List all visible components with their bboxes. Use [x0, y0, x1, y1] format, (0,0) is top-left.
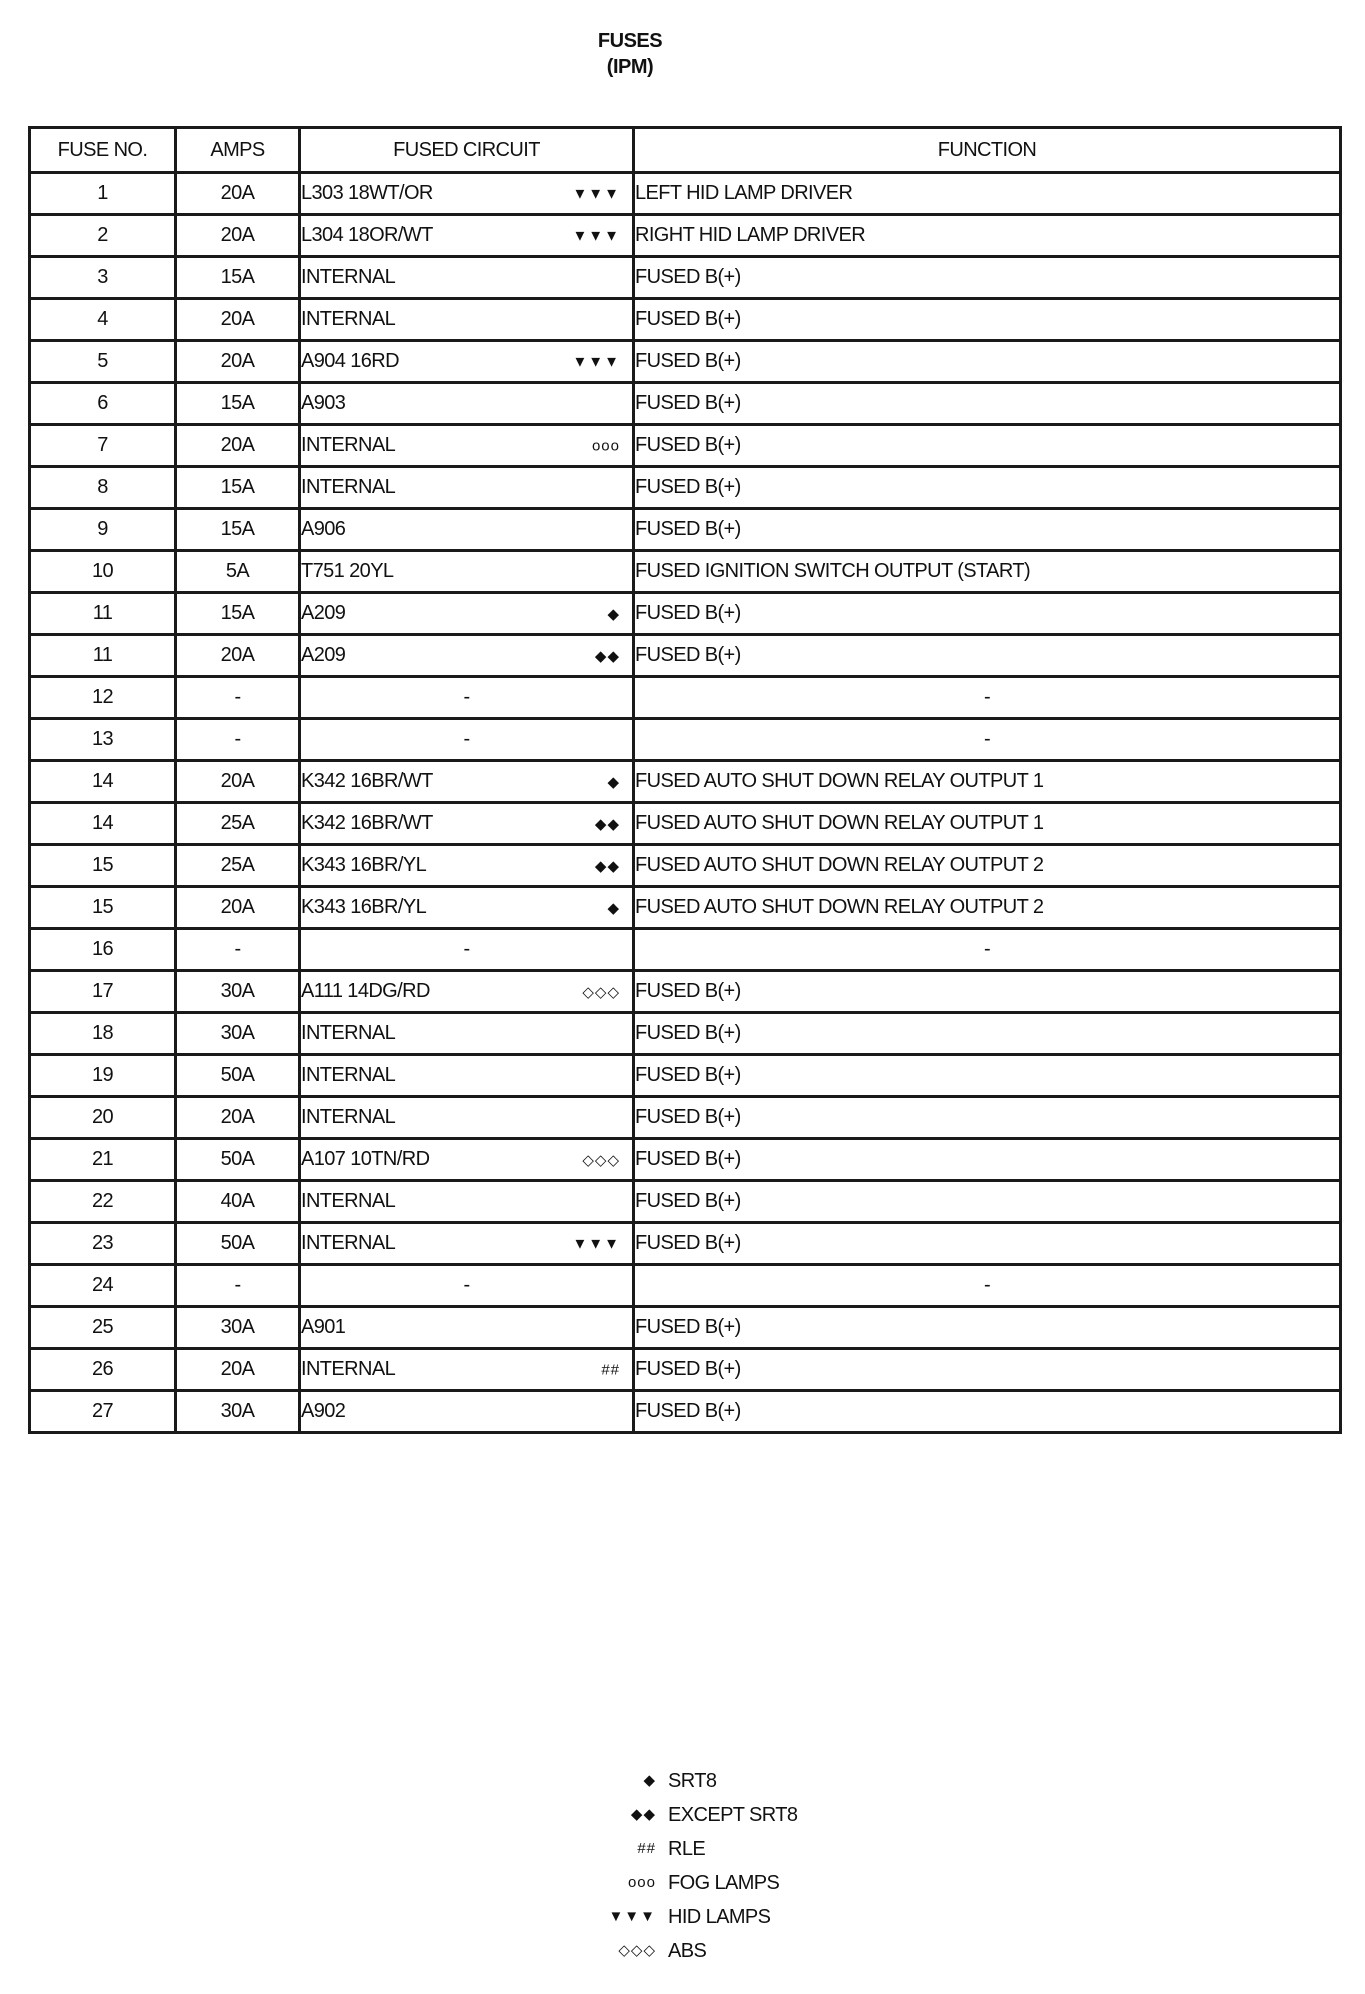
circuit-wire-label: - [463, 1274, 470, 1296]
amps-cell: 30A [176, 1391, 300, 1433]
circuit-wire-label: INTERNAL [301, 476, 396, 498]
fuse-number-cell: 1 [30, 173, 176, 215]
table-row [30, 383, 1341, 425]
function-cell: FUSED B(+) [634, 1181, 1341, 1223]
function-cell: FUSED B(+) [634, 593, 1341, 635]
amps-cell: 25A [176, 803, 300, 845]
amps-cell: 20A [176, 425, 300, 467]
table-row [30, 257, 1341, 299]
fuse-number-cell: 5 [30, 341, 176, 383]
function-cell: FUSED B(+) [634, 425, 1341, 467]
header-fused-circuit: FUSED CIRCUIT [300, 128, 634, 173]
amps-cell: 50A [176, 1139, 300, 1181]
fused-circuit-cell [300, 635, 634, 677]
function-cell: FUSED B(+) [634, 1055, 1341, 1097]
table-row [30, 1265, 1341, 1307]
function-cell: FUSED B(+) [634, 509, 1341, 551]
amps-cell: - [176, 719, 300, 761]
amps-cell: 20A [176, 1349, 300, 1391]
fuse-number-cell: 12 [30, 677, 176, 719]
fused-circuit-cell [300, 593, 634, 635]
fused-circuit-cell [300, 677, 634, 719]
fused-circuit-cell [300, 1265, 634, 1307]
circuit-wire-label: K342 16BR/WT [301, 770, 433, 792]
function-cell: - [634, 1265, 1341, 1307]
symbol-legend [596, 1764, 797, 1968]
circuit-wire-label: INTERNAL [301, 1022, 396, 1044]
circuit-wire-label: INTERNAL [301, 434, 396, 456]
fused-circuit-cell [300, 551, 634, 593]
function-cell: LEFT HID LAMP DRIVER [634, 173, 1341, 215]
fuse-number-cell: 26 [30, 1349, 176, 1391]
legend-symbol-icon: ## [637, 1840, 656, 1857]
fuse-number-cell: 21 [30, 1139, 176, 1181]
legend-symbol-icon: ▼▼▼ [608, 1908, 656, 1925]
circuit-wire-label: A209 [301, 644, 346, 666]
table-row [30, 1013, 1341, 1055]
variant-symbol-icon: ## [601, 1361, 620, 1378]
circuit-wire-label: INTERNAL [301, 266, 396, 288]
amps-cell: 20A [176, 887, 300, 929]
header-fuse-no: FUSE NO. [30, 128, 176, 173]
table-row [30, 929, 1341, 971]
function-cell: - [634, 719, 1341, 761]
legend-item [596, 1866, 797, 1900]
function-cell: FUSED B(+) [634, 467, 1341, 509]
fused-circuit-cell [300, 929, 634, 971]
legend-symbol-icon: ◇◇◇ [618, 1942, 656, 1959]
fuse-number-cell: 7 [30, 425, 176, 467]
table-row [30, 1139, 1341, 1181]
fused-circuit-cell [300, 845, 634, 887]
table-row [30, 1181, 1341, 1223]
function-cell: FUSED B(+) [634, 341, 1341, 383]
function-cell: FUSED AUTO SHUT DOWN RELAY OUTPUT 1 [634, 803, 1341, 845]
fused-circuit-cell [300, 1013, 634, 1055]
legend-label: SRT8 [668, 1770, 717, 1792]
table-row [30, 719, 1341, 761]
fused-circuit-cell [300, 467, 634, 509]
table-row [30, 1097, 1341, 1139]
fuse-number-cell: 9 [30, 509, 176, 551]
fuse-number-cell: 18 [30, 1013, 176, 1055]
amps-cell: 20A [176, 1097, 300, 1139]
fuse-number-cell: 15 [30, 845, 176, 887]
fuse-number-cell: 11 [30, 635, 176, 677]
function-cell: FUSED B(+) [634, 1139, 1341, 1181]
amps-cell: 20A [176, 761, 300, 803]
circuit-wire-label: A107 10TN/RD [301, 1148, 430, 1170]
function-cell: RIGHT HID LAMP DRIVER [634, 215, 1341, 257]
legend-item [596, 1832, 797, 1866]
function-cell: FUSED B(+) [634, 1223, 1341, 1265]
circuit-wire-label: A111 14DG/RD [301, 980, 430, 1002]
function-cell: FUSED B(+) [634, 1097, 1341, 1139]
fuse-number-cell: 14 [30, 761, 176, 803]
variant-symbol-icon: ▼▼▼ [572, 1235, 620, 1252]
legend-label: RLE [668, 1838, 706, 1860]
circuit-wire-label: L303 18WT/OR [301, 182, 433, 204]
circuit-wire-label: A902 [301, 1400, 346, 1422]
legend-item [596, 1798, 797, 1832]
legend-symbol-icon: ◆ [643, 1772, 656, 1789]
table-row [30, 467, 1341, 509]
fuse-number-cell: 20 [30, 1097, 176, 1139]
fused-circuit-cell [300, 1055, 634, 1097]
circuit-wire-label: T751 20YL [301, 560, 394, 582]
fused-circuit-cell [300, 1139, 634, 1181]
table-row [30, 845, 1341, 887]
fused-circuit-cell [300, 761, 634, 803]
variant-symbol-icon: ◇◇◇ [582, 1151, 620, 1169]
amps-cell: 20A [176, 173, 300, 215]
circuit-wire-label: - [463, 728, 470, 750]
amps-cell: 15A [176, 257, 300, 299]
fused-circuit-cell [300, 887, 634, 929]
circuit-wire-label: A901 [301, 1316, 346, 1338]
fuse-number-cell: 24 [30, 1265, 176, 1307]
table-row [30, 341, 1341, 383]
fuse-number-cell: 27 [30, 1391, 176, 1433]
fused-circuit-cell [300, 1349, 634, 1391]
table-row [30, 425, 1341, 467]
fuse-table [28, 126, 1342, 1434]
fuse-number-cell: 23 [30, 1223, 176, 1265]
table-row [30, 803, 1341, 845]
amps-cell: 15A [176, 467, 300, 509]
function-cell: FUSED AUTO SHUT DOWN RELAY OUTPUT 2 [634, 845, 1341, 887]
circuit-wire-label: - [463, 686, 470, 708]
amps-cell: 15A [176, 509, 300, 551]
header-amps: AMPS [176, 128, 300, 173]
table-row [30, 635, 1341, 677]
amps-cell: 50A [176, 1223, 300, 1265]
function-cell: FUSED AUTO SHUT DOWN RELAY OUTPUT 1 [634, 761, 1341, 803]
fused-circuit-cell [300, 803, 634, 845]
title-line-1: FUSES [597, 30, 663, 52]
table-row [30, 551, 1341, 593]
amps-cell: 20A [176, 341, 300, 383]
fuse-number-cell: 11 [30, 593, 176, 635]
variant-symbol-icon: ◇◇◇ [582, 983, 620, 1001]
fused-circuit-cell [300, 299, 634, 341]
fuse-number-cell: 17 [30, 971, 176, 1013]
amps-cell: 15A [176, 383, 300, 425]
fused-circuit-cell [300, 1223, 634, 1265]
amps-cell: 30A [176, 1013, 300, 1055]
fused-circuit-cell [300, 719, 634, 761]
variant-symbol-icon: ▼▼▼ [572, 227, 620, 244]
table-row [30, 1349, 1341, 1391]
function-cell: FUSED AUTO SHUT DOWN RELAY OUTPUT 2 [634, 887, 1341, 929]
fuse-number-cell: 14 [30, 803, 176, 845]
function-cell: FUSED B(+) [634, 635, 1341, 677]
function-cell: FUSED IGNITION SWITCH OUTPUT (START) [634, 551, 1341, 593]
fuse-number-cell: 8 [30, 467, 176, 509]
circuit-wire-label: INTERNAL [301, 1358, 396, 1380]
table-row [30, 299, 1341, 341]
table-row [30, 971, 1341, 1013]
legend-item [596, 1934, 797, 1968]
fuse-number-cell: 25 [30, 1307, 176, 1349]
fuse-number-cell: 10 [30, 551, 176, 593]
amps-cell: 50A [176, 1055, 300, 1097]
circuit-wire-label: A209 [301, 602, 346, 624]
title-line-2: (IPM) [606, 56, 654, 78]
table-row [30, 1307, 1341, 1349]
table-row [30, 677, 1341, 719]
circuit-wire-label: A906 [301, 518, 346, 540]
fused-circuit-cell [300, 971, 634, 1013]
variant-symbol-icon: ◆◆ [594, 857, 620, 875]
function-cell: FUSED B(+) [634, 383, 1341, 425]
table-row [30, 1055, 1341, 1097]
fused-circuit-cell [300, 509, 634, 551]
amps-cell: 20A [176, 635, 300, 677]
function-cell: FUSED B(+) [634, 1013, 1341, 1055]
fuse-number-cell: 16 [30, 929, 176, 971]
amps-cell: 15A [176, 593, 300, 635]
header-function: FUNCTION [634, 128, 1341, 173]
table-row [30, 1223, 1341, 1265]
table-row [30, 593, 1341, 635]
variant-symbol-icon: ◆◆ [594, 647, 620, 665]
legend-symbol-icon: ooo [627, 1874, 656, 1891]
function-cell: FUSED B(+) [634, 299, 1341, 341]
fused-circuit-cell [300, 1307, 634, 1349]
circuit-wire-label: K343 16BR/YL [301, 854, 427, 876]
fuse-number-cell: 2 [30, 215, 176, 257]
table-header-row [30, 128, 1341, 173]
amps-cell: 30A [176, 971, 300, 1013]
table-row [30, 215, 1341, 257]
fused-circuit-cell [300, 425, 634, 467]
circuit-wire-label: - [463, 938, 470, 960]
legend-label: EXCEPT SRT8 [668, 1804, 798, 1826]
circuit-wire-label: INTERNAL [301, 308, 396, 330]
fuse-number-cell: 19 [30, 1055, 176, 1097]
amps-cell: - [176, 1265, 300, 1307]
function-cell: FUSED B(+) [634, 1391, 1341, 1433]
circuit-wire-label: K342 16BR/WT [301, 812, 433, 834]
circuit-wire-label: INTERNAL [301, 1190, 396, 1212]
circuit-wire-label: K343 16BR/YL [301, 896, 427, 918]
legend-item [596, 1900, 797, 1934]
fused-circuit-cell [300, 215, 634, 257]
legend-label: ABS [668, 1940, 707, 1962]
fused-circuit-cell [300, 1181, 634, 1223]
amps-cell: 20A [176, 215, 300, 257]
amps-cell: 25A [176, 845, 300, 887]
variant-symbol-icon: ooo [591, 437, 620, 454]
fused-circuit-cell [300, 173, 634, 215]
fused-circuit-cell [300, 341, 634, 383]
variant-symbol-icon: ◆ [607, 773, 620, 791]
fuse-table-body [30, 173, 1341, 1433]
fuse-number-cell: 6 [30, 383, 176, 425]
amps-cell: - [176, 929, 300, 971]
amps-cell: 20A [176, 299, 300, 341]
fused-circuit-cell [300, 1391, 634, 1433]
circuit-wire-label: INTERNAL [301, 1106, 396, 1128]
variant-symbol-icon: ◆ [607, 899, 620, 917]
fused-circuit-cell [300, 257, 634, 299]
fused-circuit-cell [300, 383, 634, 425]
function-cell: FUSED B(+) [634, 257, 1341, 299]
fused-circuit-cell [300, 1097, 634, 1139]
circuit-wire-label: A904 16RD [301, 350, 399, 372]
amps-cell: 30A [176, 1307, 300, 1349]
variant-symbol-icon: ▼▼▼ [572, 185, 620, 202]
legend-item [596, 1764, 797, 1798]
fuse-number-cell: 15 [30, 887, 176, 929]
variant-symbol-icon: ◆ [607, 605, 620, 623]
fuse-number-cell: 3 [30, 257, 176, 299]
circuit-wire-label: INTERNAL [301, 1064, 396, 1086]
variant-symbol-icon: ▼▼▼ [572, 353, 620, 370]
table-row [30, 887, 1341, 929]
fuse-number-cell: 13 [30, 719, 176, 761]
table-row [30, 1391, 1341, 1433]
circuit-wire-label: L304 18OR/WT [301, 224, 433, 246]
table-row [30, 761, 1341, 803]
table-row [30, 173, 1341, 215]
circuit-wire-label: A903 [301, 392, 346, 414]
amps-cell: - [176, 677, 300, 719]
function-cell: - [634, 929, 1341, 971]
document-title [0, 28, 1260, 80]
fuse-number-cell: 4 [30, 299, 176, 341]
function-cell: FUSED B(+) [634, 971, 1341, 1013]
legend-symbol-icon: ◆◆ [630, 1806, 656, 1823]
amps-cell: 5A [176, 551, 300, 593]
table-row [30, 509, 1341, 551]
legend-label: HID LAMPS [668, 1906, 771, 1928]
function-cell: FUSED B(+) [634, 1349, 1341, 1391]
circuit-wire-label: INTERNAL [301, 1232, 396, 1254]
fuse-number-cell: 22 [30, 1181, 176, 1223]
legend-label: FOG LAMPS [668, 1872, 780, 1894]
function-cell: - [634, 677, 1341, 719]
variant-symbol-icon: ◆◆ [594, 815, 620, 833]
function-cell: FUSED B(+) [634, 1307, 1341, 1349]
amps-cell: 40A [176, 1181, 300, 1223]
